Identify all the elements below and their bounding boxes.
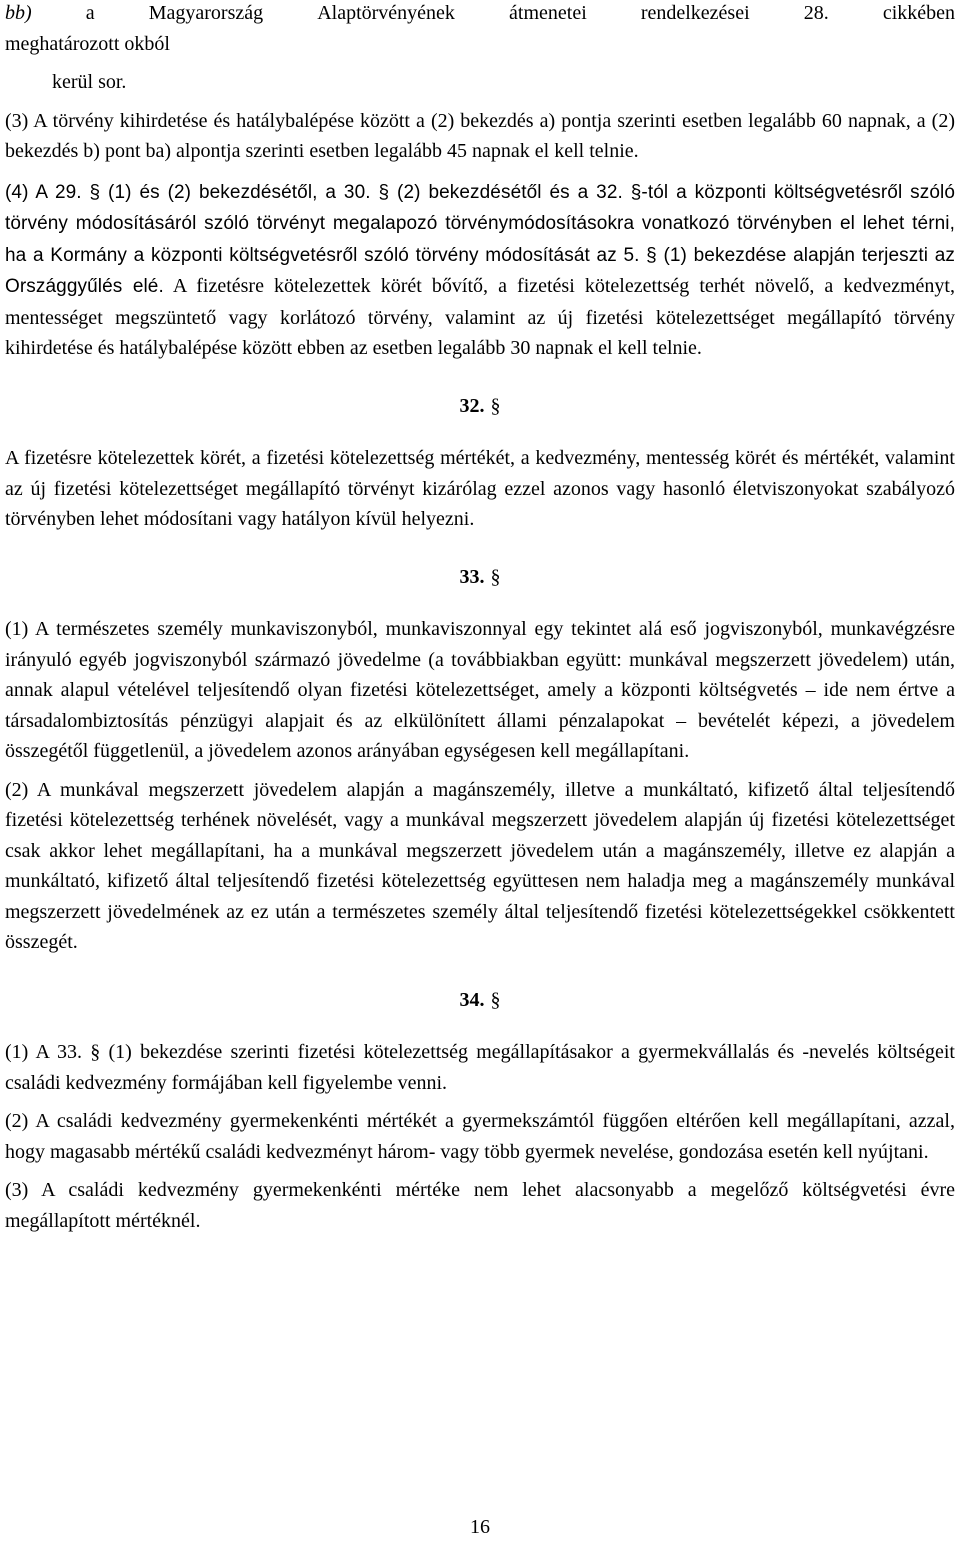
top-line-word: Alaptörvényének: [317, 2, 455, 24]
section-heading-33: [5, 562, 955, 593]
section-heading-34: [5, 985, 955, 1016]
section-number: 34.: [459, 988, 485, 1011]
top-line-word: a: [85, 2, 95, 24]
paragraph-34-3: (3) A családi kedvezmény gyermekenkénti mértéke nem lehet alacsonyabb a megelőző költségvetési évre megállapított mértéknél.: [5, 1179, 955, 1232]
section-symbol: §: [490, 565, 501, 588]
section-number: 32.: [459, 394, 485, 417]
top-line-word: cikkében: [882, 2, 955, 24]
paragraph-33-2: (2) A munkával megszerzett jövedelem alapján a magánszemély, illetve a munkáltató, kifizető által teljesítendő fizetési kötelezettség terhének növelését, vagy a munkával megszerzett jövedelem alapján új fizetési kötelezettséget csak akkor lehet megállapítani, ha a munkával megszerzett jövedelem után a magánszemély, illetve ez alapján a munkáltató, kifizető által teljesítendő fizetési kötelezettség együttesen nem haladja meg a magánszemély munkával megszerzett jövedelmének az ez után a természetes személy által teljesítendő fizetési kötelezettségekkel csökkentett összegét.: [5, 778, 955, 953]
paragraph-34-2: (2) A családi kedvezmény gyermekenkénti mértékét a gyermekszámtól függően eltérően kell megállapítani, azzal, hogy magasabb mértékű családi kedvezményt három- vagy több gyermek nevelése, gondozása esetén kell nyújtani.: [5, 1110, 955, 1163]
top-line-word: átmenetei: [509, 2, 587, 24]
top-line-word: 28.: [803, 2, 829, 24]
paragraph-4-part1: (4) A 29. § (1) és (2) bekezdésétől, a 30. § (2) bekezdésétől és a 32. §-tól a központi költségvetésről szóló törvény módosításáról szóló törvényt megalapozó törvénymódosításokra vonatkozó törvényben el lehet térni, ha a Kormány a központi költségvetésről szóló törvény módosítását az 5. § (1) bekezdése alapján terjeszti az Országgyűlés elé.: [5, 181, 955, 297]
section-symbol: §: [490, 988, 501, 1011]
page-number: 16: [470, 1516, 490, 1538]
paragraph-4-part2: A fizetésre kötelezettek körét bővítő, a fizetési kötelezettség terhét növelő, a kedvezményt, mentességet megszüntető vagy korlátozó törvény, valamint az új fizetési kötelezettséget megállapító törvény kihirdetése és hatálybalépése között ebben az esetben legalább 30 napnak el kell telnie.: [5, 275, 955, 359]
section-heading-32: [5, 391, 955, 422]
top-line: [5, 0, 955, 29]
top-line-word: Magyarország: [148, 2, 264, 24]
top-line-word: rendelkezései: [640, 2, 750, 24]
paragraph-3: (3) A törvény kihirdetése és hatálybalépése között a (2) bekezdés a) pontja szerinti esetben legalább 60 napnak, a (2) bekezdés b) pont ba) alpontja szerinti esetben legalább 45 napnak el kell telnie.: [5, 109, 955, 162]
paragraph-34-1: (1) A 33. § (1) bekezdése szerinti fizetési kötelezettség megállapításakor a gyermekvállalás és -nevelés költségeit családi kedvezmény formájában kell figyelembe venni.: [5, 1041, 955, 1094]
paragraph-33-1: (1) A természetes személy munkaviszonyból, munkaviszonnyal egy tekintet alá eső jogviszonyból, munkavégzésre irányuló egyéb jogviszonyból származó jövedelme (a továbbiakban együtt: munkával megszerzett jövedelem) után, annak alapul vételével teljesítendő olyan fizetési kötelezettséget, amely a központi költségvetés – ide nem értve a társadalombiztosítás pénzügyi alapjait és az elkülönített állami pénzalapokat – bevételét képezi, a jövedelem összegétől függetlenül, a jövedelem azonos arányában egységesen kell megállapítani.: [5, 618, 955, 762]
section-number: 33.: [459, 565, 485, 588]
paragraph-4: [5, 177, 955, 364]
top-line-indent: kerül sor.: [52, 71, 127, 93]
section-symbol: §: [490, 394, 501, 417]
top-line-continuation: meghatározott okból: [5, 32, 170, 55]
document-page: [5, 0, 955, 1236]
paragraph-32: A fizetésre kötelezettek körét, a fizetési kötelezettség mértékét, a kedvezmény, mentesség körét és mértékét, valamint az új fizetési kötelezettséget megállapító törvényt kizárólag ezzel azonos vagy hasonló életviszonyokat szabályozó törvényben lehet módosítani vagy hatályon kívül helyezni.: [5, 447, 955, 530]
top-line-word: bb): [5, 2, 32, 24]
